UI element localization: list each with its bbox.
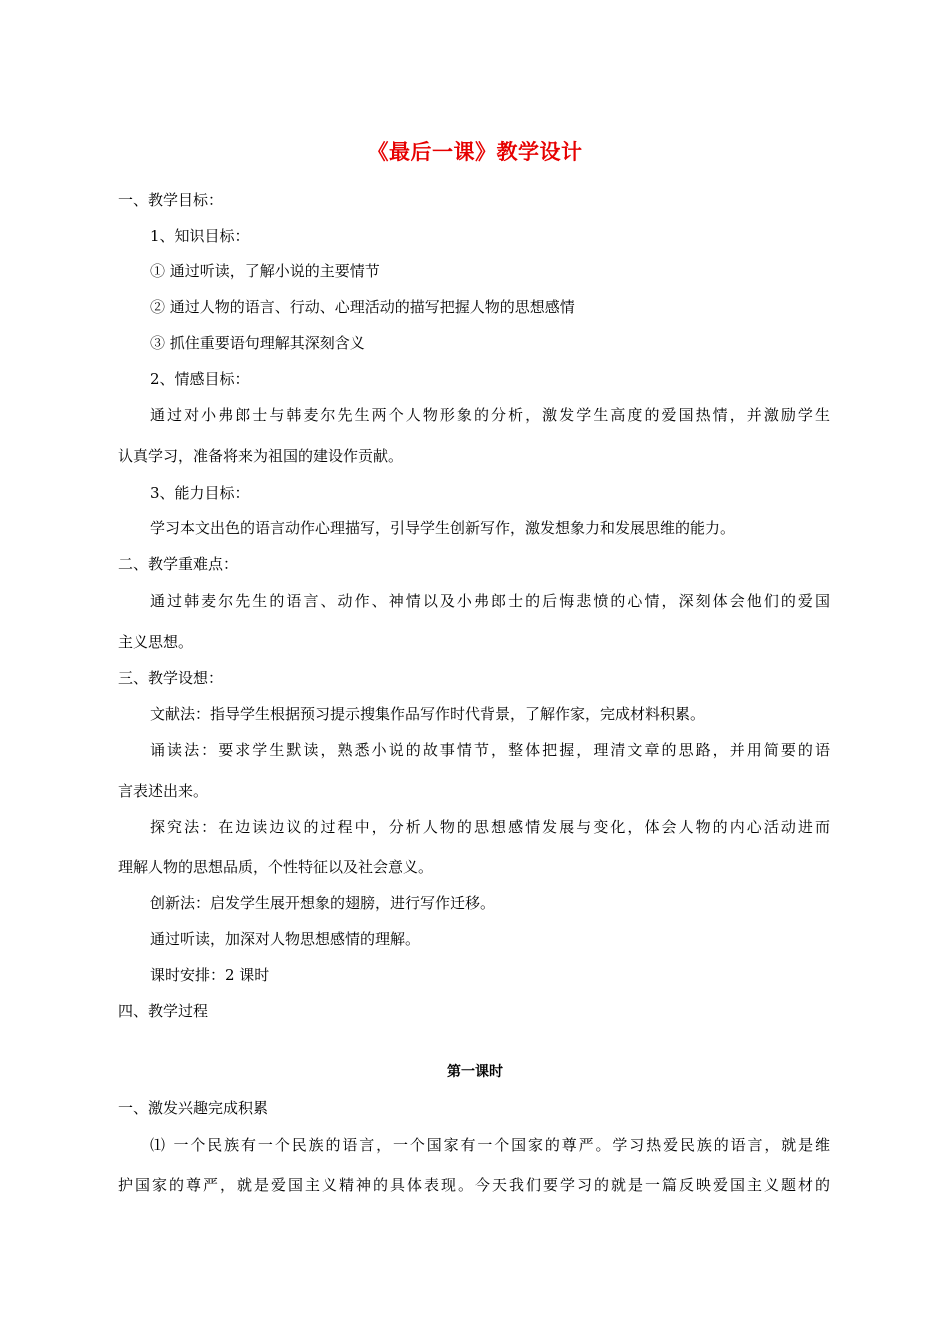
paragraph-line: 主义思想。 (118, 633, 194, 651)
section-heading-interest: 一、激发兴趣完成积累 (118, 1099, 269, 1117)
subheading-emotion: 2、情感目标： (150, 370, 250, 388)
paragraph-line: 诵读法：要求学生默读，熟悉小说的故事情节，整体把握，理清文章的思路，并用简要的语 (150, 741, 830, 759)
paragraph-line: 学习本文出色的语言动作心理描写，引导学生创新写作，激发想象力和发展思维的能力。 (150, 519, 736, 537)
section-heading-process: 四、教学过程 (118, 1002, 209, 1020)
paragraph-line: 通过听读，加深对人物思想感情的理解。 (150, 930, 421, 948)
paragraph-line: 探究法：在边读边议的过程中，分析人物的思想感情发展与变化，体会人物的内心活动进而 (150, 818, 830, 836)
paragraph-line: ⑴ 一个民族有一个民族的语言，一个国家有一个国家的尊严。学习热爱民族的语言，就是维 (150, 1136, 830, 1154)
section-heading-design: 三、教学设想： (118, 669, 224, 687)
paragraph-line: 通过韩麦尔先生的语言、动作、神情以及小弗郎士的后悔悲愤的心情，深刻体会他们的爱国 (150, 592, 830, 610)
paragraph-line: 理解人物的思想品质，个性特征以及社会意义。 (118, 858, 434, 876)
paragraph-line: 护国家的尊严，就是爱国主义精神的具体表现。今天我们要学习的就是一篇反映爱国主义题材的 (118, 1176, 830, 1194)
paragraph-line: 通过对小弗郎士与韩麦尔先生两个人物形象的分析，激发学生高度的爱国热情，并激励学生 (150, 406, 830, 424)
paragraph-line: 认真学习，准备将来为祖国的建设作贡献。 (118, 447, 404, 465)
subheading-ability: 3、能力目标： (150, 484, 250, 502)
list-item: ① 通过听读，了解小说的主要情节 (150, 262, 380, 280)
paragraph-line: 言表述出来。 (118, 782, 209, 800)
list-item: ② 通过人物的语言、行动、心理活动的描写把握人物的思想感情 (150, 298, 575, 316)
list-item: ③ 抓住重要语句理解其深刻含义 (150, 334, 365, 352)
paragraph-line: 创新法：启发学生展开想象的翅膀，进行写作迁移。 (150, 894, 496, 912)
subheading-first-lesson: 第一课时 (447, 1064, 503, 1080)
document-title: 《最后一课》教学设计 (367, 140, 583, 164)
subheading-knowledge: 1、知识目标： (150, 227, 250, 245)
section-heading-objectives: 一、教学目标： (118, 191, 224, 209)
paragraph-line: 文献法：指导学生根据预习提示搜集作品写作时代背景，了解作家，完成材料积累。 (150, 705, 706, 723)
paragraph-line: 课时安排：2 课时 (150, 966, 270, 984)
section-heading-key-points: 二、教学重难点： (118, 555, 239, 573)
